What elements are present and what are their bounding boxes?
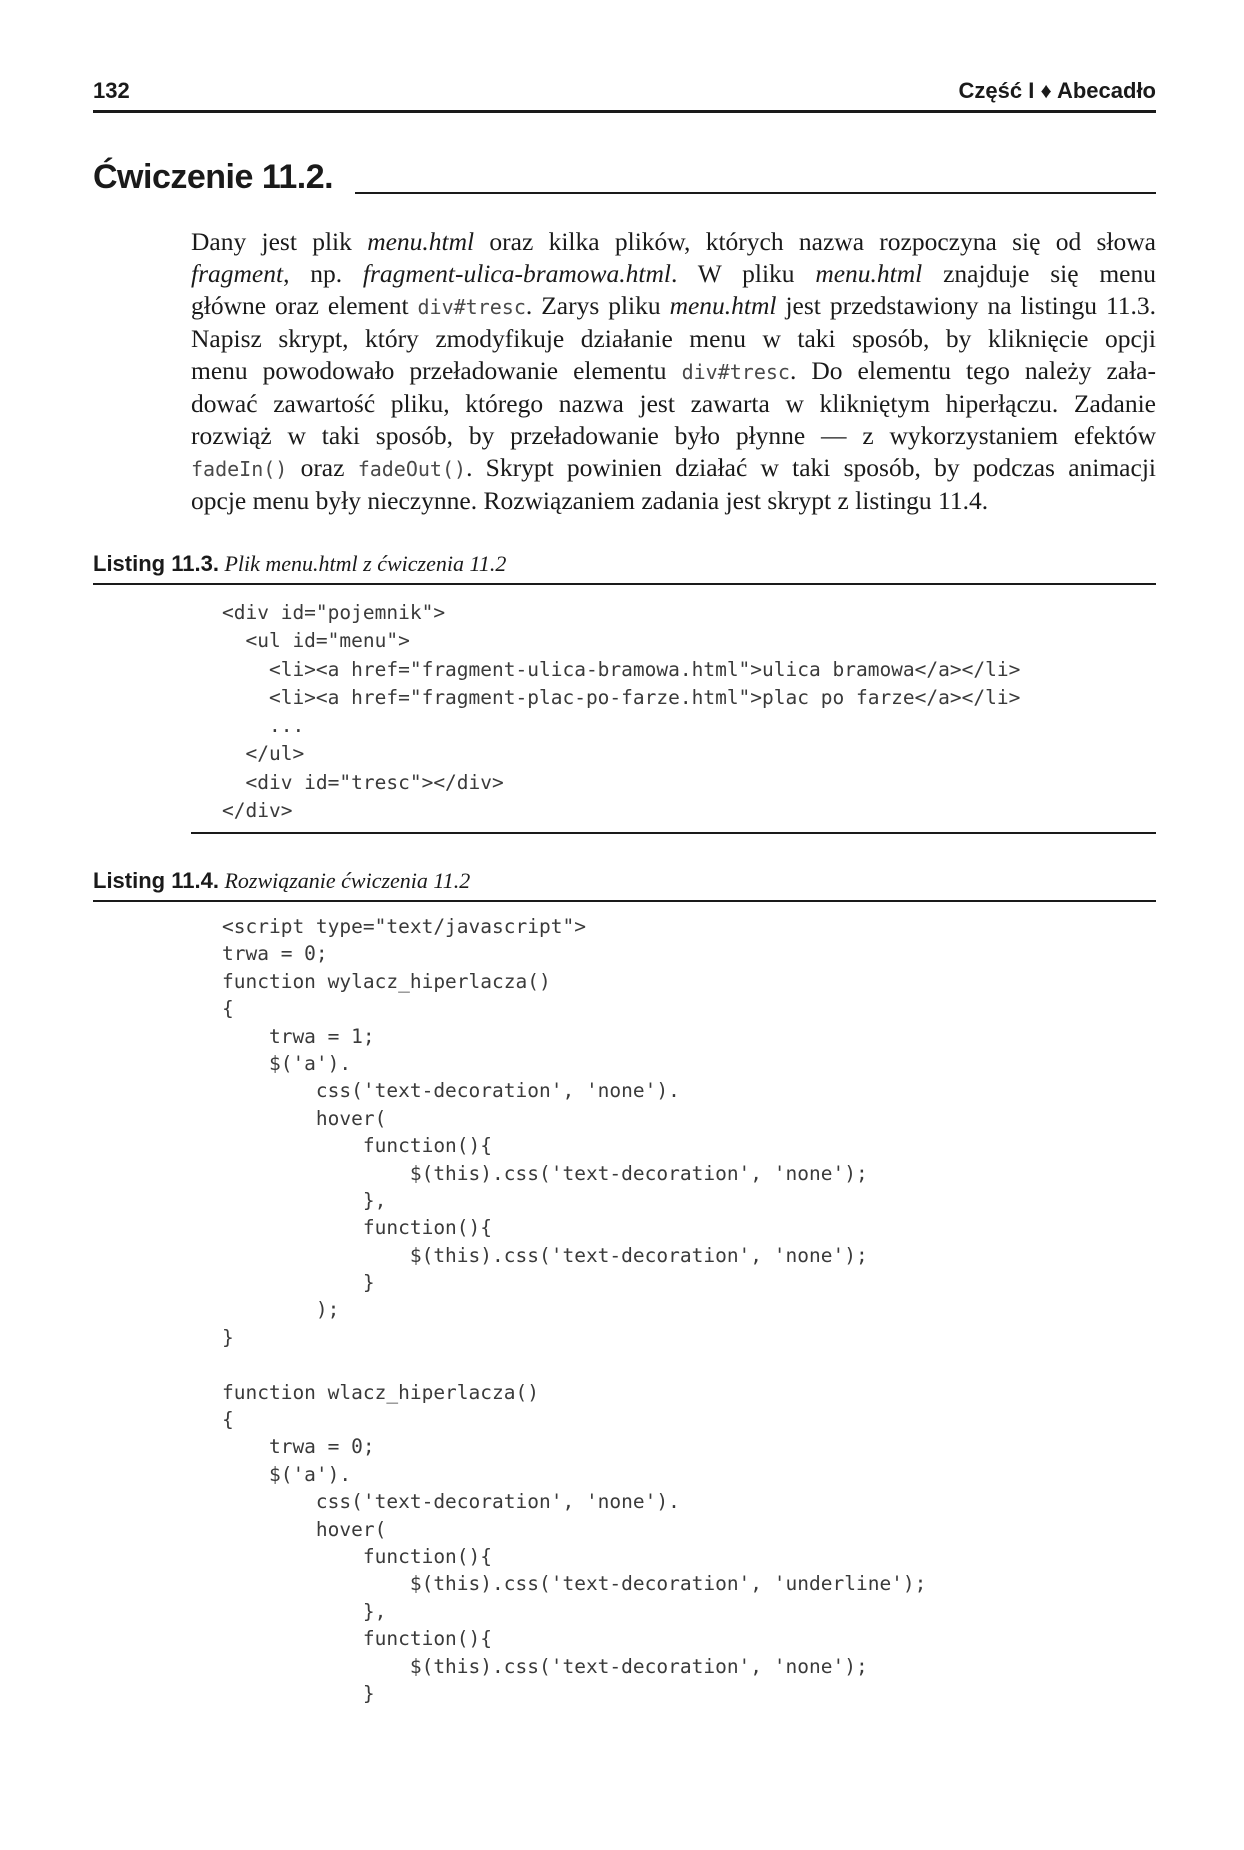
code-line: function(){ bbox=[222, 1627, 493, 1651]
text-run: menu powodowało przeładowanie elementu bbox=[191, 356, 682, 385]
code-line: $(this).css('text-decoration', 'none'); bbox=[222, 1161, 868, 1185]
text-run: Napisz skrypt, który zmodyfikuje działanie menu w taki sposób, by kliknięcie opcji bbox=[191, 324, 1156, 353]
code-line: css('text-decoration', 'none'). bbox=[222, 1490, 680, 1514]
italic-run: fragment-ulica-bramowa.html bbox=[362, 259, 672, 288]
listing-11-4-label: Listing 11.4. bbox=[93, 868, 219, 893]
inline-code: fadeIn() bbox=[191, 457, 288, 481]
italic-run: menu.html bbox=[367, 227, 475, 256]
code-line: } bbox=[222, 1271, 375, 1295]
listing-11-3-code bbox=[222, 599, 1020, 825]
paragraph-line bbox=[191, 452, 1156, 485]
exercise-title: Ćwiczenie 11.2. bbox=[93, 158, 334, 196]
page-number: 132 bbox=[93, 78, 130, 103]
text-run: znajduje się menu bbox=[922, 259, 1156, 288]
code-line: } bbox=[222, 1325, 234, 1349]
code-line: <li><a href="fragment-ulica-bramowa.html">ulica bramowa</a></li> bbox=[222, 657, 1021, 681]
code-line: hover( bbox=[222, 1517, 387, 1541]
text-run: oraz kilka plików, których nazwa rozpoczyna się od słowa bbox=[474, 227, 1156, 256]
italic-run: menu.html bbox=[815, 259, 923, 288]
text-run: rozwiąż w taki sposób, by przeładowanie było płynne — z wykorzystaniem efektów bbox=[191, 421, 1156, 450]
paragraph-line bbox=[191, 226, 1156, 258]
code-line: hover( bbox=[222, 1106, 387, 1130]
listing-11-4-caption bbox=[93, 868, 1156, 902]
code-line: <div id="pojemnik"> bbox=[222, 601, 446, 624]
text-run: jest przedstawiony na listingu 11.3. bbox=[776, 291, 1157, 320]
text-run: Dany jest plik bbox=[191, 227, 368, 256]
italic-run: fragment bbox=[191, 259, 284, 288]
exercise-title-rule bbox=[355, 192, 1156, 194]
code-line bbox=[222, 1351, 926, 1378]
code-line: $('a'). bbox=[222, 1051, 352, 1075]
paragraph-line bbox=[191, 485, 1156, 517]
code-line: $(this).css('text-decoration', 'underline'); bbox=[222, 1572, 927, 1596]
listing-11-3-description: Plik menu.html z ćwiczenia 11.2 bbox=[224, 551, 507, 576]
code-line: function wlacz_hiperlacza() bbox=[222, 1380, 539, 1404]
italic-run: menu.html bbox=[669, 291, 777, 320]
code-line: { bbox=[222, 1408, 234, 1432]
inline-code: fadeOut() bbox=[357, 457, 467, 481]
code-line: }, bbox=[222, 1599, 387, 1623]
code-line: </ul> bbox=[222, 742, 305, 766]
text-run: . W pliku bbox=[671, 259, 816, 288]
listing-11-3-label: Listing 11.3. bbox=[93, 551, 219, 576]
paragraph-line bbox=[191, 323, 1156, 355]
inline-code: div#tresc bbox=[681, 360, 790, 384]
code-line: $('a'). bbox=[222, 1462, 352, 1486]
code-line: ); bbox=[222, 1298, 340, 1322]
code-line: { bbox=[222, 997, 234, 1021]
code-line: ... bbox=[222, 714, 305, 738]
paragraph-line bbox=[191, 258, 1156, 290]
code-line: $(this).css('text-decoration', 'none'); bbox=[222, 1243, 868, 1267]
text-run: . Zarys pliku bbox=[525, 291, 670, 320]
code-line: <ul id="menu"> bbox=[222, 629, 410, 653]
text-run: główne oraz element bbox=[191, 291, 418, 320]
code-line: function(){ bbox=[222, 1216, 493, 1240]
paragraph-line bbox=[191, 355, 1156, 388]
code-line: <li><a href="fragment-plac-po-farze.html">plac po farze</a></li> bbox=[222, 685, 1021, 709]
code-line: trwa = 0; bbox=[222, 1435, 375, 1459]
inline-code: div#tresc bbox=[417, 295, 526, 319]
text-run: oraz bbox=[287, 453, 358, 482]
paragraph-line bbox=[191, 290, 1156, 323]
listing-11-4-code bbox=[222, 913, 926, 1707]
code-line: </div> bbox=[222, 799, 293, 823]
code-line: function(){ bbox=[222, 1134, 493, 1158]
text-run: . Skrypt powinien działać w taki sposób, by podczas animacji bbox=[466, 453, 1156, 482]
code-line: } bbox=[222, 1681, 375, 1705]
text-run: , np. bbox=[283, 259, 363, 288]
listing-11-3-caption bbox=[93, 551, 1156, 585]
paragraph-line bbox=[191, 420, 1156, 452]
code-line: function wylacz_hiperlacza() bbox=[222, 969, 551, 993]
text-run: dować zawartość pliku, którego nazwa jest zawarta w klikniętym hiperłączu. Zadanie bbox=[191, 389, 1156, 418]
code-line: }, bbox=[222, 1188, 387, 1212]
code-line: function(){ bbox=[222, 1544, 493, 1568]
code-line: css('text-decoration', 'none'). bbox=[222, 1079, 680, 1103]
running-section-title: Część I ♦ Abecadło bbox=[958, 78, 1156, 103]
running-header bbox=[93, 72, 1156, 113]
listing-11-3-end-rule bbox=[191, 832, 1156, 834]
text-run: opcje menu były nieczynne. Rozwiązaniem zadania jest skrypt z listingu 11.4. bbox=[191, 486, 989, 515]
code-line: $(this).css('text-decoration', 'none'); bbox=[222, 1654, 868, 1678]
code-line: <script type="text/javascript"> bbox=[222, 915, 586, 938]
exercise-paragraph bbox=[191, 226, 1156, 517]
code-line: trwa = 0; bbox=[222, 942, 328, 966]
paragraph-line bbox=[191, 388, 1156, 420]
code-line: <div id="tresc"></div> bbox=[222, 770, 504, 794]
text-run: . Do elementu tego należy zała- bbox=[789, 356, 1156, 385]
listing-11-4-description: Rozwiązanie ćwiczenia 11.2 bbox=[224, 868, 471, 893]
code-line: trwa = 1; bbox=[222, 1024, 375, 1048]
